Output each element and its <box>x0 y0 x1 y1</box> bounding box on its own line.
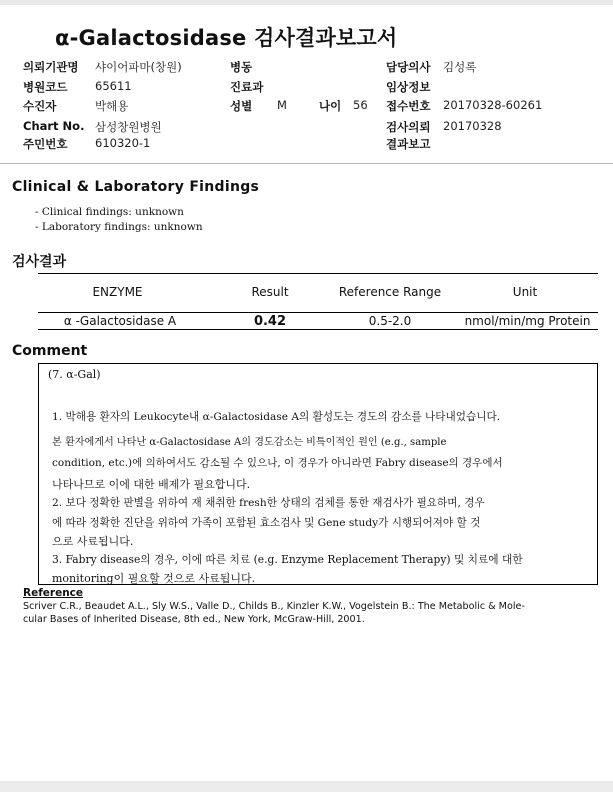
comment-line: 2. 보다 정확한 판별을 위하여 재 채취한 fresh한 상태의 검체를 통한 재검사가 필요하며, 경우 <box>52 497 485 509</box>
dept-label: 진료과 <box>230 80 264 94</box>
institution-label: 의뢰기관명 <box>23 60 79 74</box>
findings-heading: Clinical & Laboratory Findings <box>12 179 260 195</box>
reference-line-2: cular Bases of Inherited Disease, 8th ed., New York, McGraw-Hill, 2001. <box>23 614 365 625</box>
request-date-value: 20170328 <box>443 119 502 133</box>
top-border <box>0 0 613 5</box>
id-label: 주민번호 <box>23 137 68 151</box>
hospital-code-value: 65611 <box>95 79 132 93</box>
comment-line: 나타나므로 이에 대한 배제가 필요합니다. <box>52 478 251 491</box>
comment-heading: Comment <box>12 343 88 359</box>
reference-line-1: Scriver C.R., Beaudet A.L., Sly W.S., Valle D., Childs B., Kinzler K.W., Vogelstein B.: The Metabolic & Mole- <box>23 601 525 612</box>
col-unit: Unit <box>512 285 538 299</box>
reference-heading: Reference <box>23 587 84 599</box>
doctor-label: 담당의사 <box>386 60 431 74</box>
table-top-rule <box>38 273 598 274</box>
age-label: 나이 <box>319 99 342 113</box>
comment-line: 으로 사료됩니다. <box>52 535 134 548</box>
laboratory-findings: - Laboratory findings: unknown <box>35 221 203 233</box>
results-heading: 검사결과 <box>12 254 67 270</box>
col-result: Result <box>251 285 289 299</box>
patient-label: 수진자 <box>23 99 57 113</box>
chart-label: Chart No. <box>23 119 85 133</box>
id-value: 610320-1 <box>95 136 151 150</box>
request-date-label: 검사의뢰 <box>386 120 431 134</box>
result-value: 0.42 <box>253 314 287 329</box>
institution-value: 샤이어파마(창원) <box>95 60 182 74</box>
age-value: 56 <box>353 98 368 112</box>
sex-label: 성별 <box>230 99 253 113</box>
patient-value: 박해용 <box>95 99 129 113</box>
bottom-border <box>0 781 613 792</box>
comment-line: condition, etc.)에 의하여서도 감소될 수 있으나, 이 경우가 아니라면 Fabry disease의 경우에서 <box>52 457 503 469</box>
sex-value: M <box>277 98 287 112</box>
chart-value: 삼성창원병원 <box>95 120 162 134</box>
comment-line: monitoring이 필요할 것으로 사료됩니다. <box>52 572 256 585</box>
table-header-rule <box>38 312 598 313</box>
doctor-value: 김성록 <box>443 60 477 74</box>
comment-line: (7. α-Gal) <box>48 368 101 381</box>
unit-value: nmol/min/mg Protein <box>464 314 591 328</box>
report-title: α-Galactosidase 검사결과보고서 <box>55 26 398 50</box>
clinical-findings: - Clinical findings: unknown <box>35 206 184 218</box>
clinical-info-label: 임상정보 <box>386 80 431 94</box>
receipt-label: 접수번호 <box>386 99 431 113</box>
table-bottom-rule <box>38 329 598 330</box>
col-reference-range: Reference Range <box>338 285 442 299</box>
ward-label: 병동 <box>230 60 253 74</box>
receipt-value: 20170328-60261 <box>443 98 543 112</box>
comment-line: 1. 박해용 환자의 Leukocyte내 α-Galactosidase A의 활성도는 경도의 감소를 나타내었습니다. <box>52 411 501 423</box>
report-label: 결과보고 <box>386 137 431 151</box>
hospital-code-label: 병원코드 <box>23 80 68 94</box>
comment-line: 에 따라 정확한 진단을 위하여 가족이 포함된 효소검사 및 Gene study가 시행되어져야 할 것 <box>52 517 481 529</box>
comment-line: 3. Fabry disease의 경우, 이에 따른 치료 (e.g. Enzyme Replacement Therapy) 및 치료에 대한 <box>52 553 523 566</box>
range-value: 0.5-2.0 <box>368 314 412 328</box>
divider <box>0 163 613 164</box>
enzyme-value: α -Galactosidase A <box>63 314 177 328</box>
comment-line: 본 환자에게서 나타난 α-Galactosidase A의 경도감소는 비특이적인 원인 (e.g., sample <box>52 437 447 448</box>
col-enzyme: ENZYME <box>92 285 143 299</box>
